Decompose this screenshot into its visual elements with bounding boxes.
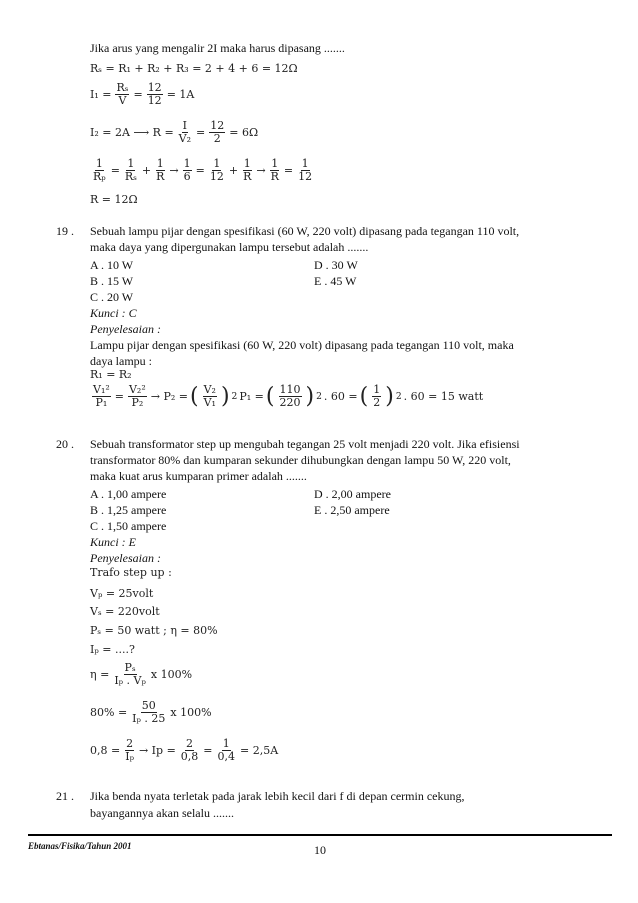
solution-heading: Penyelesaian : — [90, 551, 161, 565]
option-c: C . 20 W — [90, 290, 134, 304]
question-20-text-line2: transformator 80% dan kumparan sekunder dihubungkan dengan lampu 50 W, 220 volt, — [90, 453, 511, 467]
fraction: $\frac{1}{\text{Rₚ}}$ — [93, 157, 106, 183]
footer-divider — [28, 834, 612, 836]
fraction: $\frac{50}{\text{Iₚ . 25}}$ — [132, 699, 166, 725]
question-21-text-line1: Jika benda nyata terletak pada jarak lebih kecil dari f di depan cermin cekung, — [90, 789, 465, 803]
answer-key: Kunci : C — [90, 306, 137, 320]
solution-step: Trafo step up : — [90, 566, 172, 579]
equation-i2: I₂ = 2A ⟶ R = $\frac{I}{\text{V₂}}$ = $\frac{12}{2}$ = 6Ω — [90, 119, 259, 145]
question-20-number: 20 . — [56, 437, 74, 451]
page-number: 10 — [314, 843, 326, 857]
option-a: A . 1,00 ampere — [90, 487, 167, 501]
solution-step: Vₚ = 25volt — [90, 587, 154, 600]
option-d: D . 2,00 ampere — [314, 487, 391, 501]
question-20-text-line3: maka kuat arus kumparan primer adalah ....... — [90, 469, 307, 483]
equation-r: R = 12Ω — [90, 193, 138, 206]
fraction: $\frac{12}{12}$ — [147, 81, 162, 107]
solution-text-line1: Lampu pijar dengan spesifikasi (60 W, 220 volt) dipasang pada tegangan 110 volt, maka — [90, 338, 514, 352]
eq-text: I₁ = — [90, 88, 112, 101]
footer-title: Ebtanas/Fisika/Tahun 2001 — [28, 841, 132, 851]
equation-rp: $\frac{1}{\text{Rₚ}}$ = $\frac{1}{\text{Rₛ}}$ + $\frac{1}{R}$ → $\frac{1}{6}$ = $\frac{1}{12}$ + $\frac{1}{R}$ → $\frac{1}{R}$ = $\frac{1}{12}$ — [93, 157, 313, 183]
question-19-text-line1: Sebuah lampu pijar dengan spesifikasi (60 W, 220 volt) dipasang pada tegangan 110 volt, — [90, 224, 520, 238]
fraction: $\frac{1}{2}$ — [373, 383, 381, 409]
fraction: $\frac{1}{\text{Rₛ}}$ — [124, 157, 137, 183]
equation-rs: Rₛ = R₁ + R₂ + R₃ = 2 + 4 + 6 = 12Ω — [90, 62, 298, 75]
question-19-number: 19 . — [56, 224, 74, 238]
fraction: $\frac{\text{Rₛ}}{V}$ — [116, 81, 129, 107]
equation-r1-r2: R₁ = R₂ — [90, 368, 132, 381]
option-d: D . 30 W — [314, 258, 358, 272]
equation-efficiency: η = $\frac{\text{Pₛ}}{\text{Iₚ . Vₚ}}$ x 100% — [90, 661, 193, 687]
equation-80-percent: 80% = $\frac{50}{\text{Iₚ . 25}}$ x 100% — [90, 699, 212, 725]
fraction: $\frac{2}{0,8}$ — [180, 737, 199, 763]
fraction: $\frac{\text{V₂²}}{\text{P₂}}$ — [128, 383, 146, 409]
fraction: $\frac{12}{2}$ — [210, 119, 225, 145]
option-c: C . 1,50 ampere — [90, 519, 167, 533]
fraction: $\frac{\text{V₁²}}{\text{P₁}}$ — [93, 383, 110, 409]
option-b: B . 1,25 ampere — [90, 503, 167, 517]
fraction: $\frac{1}{0,4}$ — [217, 737, 236, 763]
option-b: B . 15 W — [90, 274, 134, 288]
fraction: $\frac{\text{V₂}}{\text{V₁}}$ — [203, 383, 216, 409]
fraction: $\frac{1}{R}$ — [156, 157, 165, 183]
fraction: $\frac{I}{\text{V₂}}$ — [178, 119, 192, 145]
solution-text-line2: daya lampu : — [90, 354, 152, 368]
question-21-number: 21 . — [56, 789, 74, 803]
fraction: $\frac{1}{12}$ — [298, 157, 313, 183]
solution-step: Iₚ = ....? — [90, 643, 135, 656]
answer-key: Kunci : E — [90, 535, 136, 549]
intro-text: Jika arus yang mengalir 2I maka harus dipasang ....... — [90, 41, 345, 55]
fraction: $\frac{110}{220}$ — [279, 383, 301, 409]
fraction: $\frac{1}{R}$ — [243, 157, 252, 183]
equation-result: 0,8 = $\frac{2}{\text{Iₚ}}$ → Ip = $\frac{2}{0,8}$ = $\frac{1}{0,4}$ = 2,5A — [90, 737, 279, 763]
equation-power: $\frac{\text{V₁²}}{\text{P₁}}$ = $\frac{\text{V₂²}}{\text{P₂}}$ → P₂ = ( $\frac{\text{V₂}}{\text{V₁}}$ ) 2 P₁ = ( $\frac{110}{220}$ ) 2 . 60 = ( $\frac{1}{2}$ ) 2 . 60 = 15 watt — [93, 383, 484, 409]
question-20-text-line1: Sebuah transformator step up mengubah tegangan 25 volt menjadi 220 volt. Jika efisiensi — [90, 437, 520, 451]
question-19-text-line2: maka daya yang dipergunakan lampu tersebut adalah ....... — [90, 240, 369, 254]
fraction: $\frac{2}{\text{Iₚ}}$ — [125, 737, 134, 763]
solution-step: Vₛ = 220volt — [90, 605, 160, 618]
fraction: $\frac{\text{Pₛ}}{\text{Iₚ . Vₚ}}$ — [114, 661, 146, 687]
fraction: $\frac{1}{R}$ — [270, 157, 279, 183]
option-e: E . 2,50 ampere — [314, 503, 390, 517]
option-e: E . 45 W — [314, 274, 357, 288]
question-21-text-line2: bayangannya akan selalu ....... — [90, 806, 234, 820]
fraction: $\frac{1}{6}$ — [183, 157, 191, 183]
option-a: A . 10 W — [90, 258, 134, 272]
solution-step: Pₛ = 50 watt ; η = 80% — [90, 624, 218, 637]
solution-heading: Penyelesaian : — [90, 322, 161, 336]
equation-i1: I₁ = $\frac{\text{Rₛ}}{V}$ = $\frac{12}{12}$ = 1A — [90, 81, 195, 107]
fraction: $\frac{1}{12}$ — [209, 157, 224, 183]
